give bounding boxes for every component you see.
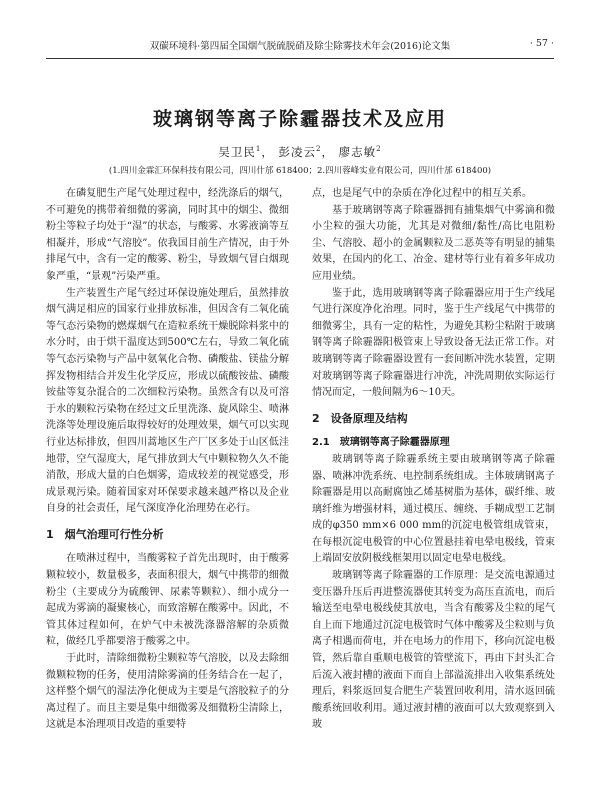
running-header bbox=[46, 38, 554, 54]
author-line: 吴卫民$^1$， 彭凌云$^2$， 廖志敏$^2$ bbox=[218, 145, 382, 159]
body-paragraph: 在磷复肥生产尾气处理过程中，经洗涤后的烟气，不可避免的携带着细微的雾滴，同时其中的烟尘、微细粉尘等粒子均处于“湿”的状态，与酸雾、水雾液滴等互相凝并，形成“气溶胶”。依我国目前生产情况，由于外排尾气中，含有一定的酸雾、粉尘，导致烟气冒白烟现象严重，“景观”污染严重。 bbox=[46, 188, 289, 282]
author: 吴卫民$^1$ bbox=[218, 145, 262, 159]
author: 廖志敏$^2$ bbox=[338, 145, 382, 159]
paper-title: 玻璃钢等离子除霾器技术及应用 bbox=[152, 108, 447, 130]
right-column bbox=[312, 186, 555, 734]
section-heading: 1 烟气治理可行性分析 bbox=[46, 527, 164, 541]
header-rule bbox=[46, 58, 554, 59]
body-paragraph: 生产装置生产尾气经过环保设施处理后，虽然排放烟气满足相应的国家行业排放标准，但因含有二氧化硫等气态污染物的燃煤烟气在造粒系统干燥脱除料浆中的水分时，由于烘干温度达到500℃左右，导致二氧化硫等气态污染物与产品中氨氧化合物、磷酸盐、镁盐分解挥发物相结合并发生化学反应，形成以硫酸铵盐、磷酸铵盐等复杂混合的二次细粒污染物。虽然含有以及可溶于水的颗粒污染物在经过文丘里洗涤、旋风除尘、喷淋洗涤等处理设施后取得较好的处理效果，烟气可以实现行业达标排放，但四川蒿地区生产厂区多处于山区低洼地带，空气湿度大，尾气排放到大气中颗粒物久久不能消散，形成大量的白色烟雾，造成较差的视觉感受，形成景观污染。随着国家对环保要求越来越严格以及企业自身的社会责任，尾气深度净化治理势在必行。 bbox=[46, 287, 289, 515]
body-paragraph: 玻璃钢等离子除霾器的工作原理：是交流电源通过变压器升压后再进整流器使其转变为高压直流电，而后输送至电晕电极线使其放电，当含有酸雾及尘粒的尾气自上而下地通过沉淀电极管时气体中酸雾及尘粒则与负离子相遇而荷电，并在电场力的作用下，移向沉淀电极管，然后靠自重顺电极管的管壁流下，再由下封头汇合后流入液封槽的液面下而自上部溢流排出入收集系统处理后，料浆返回复合肥生产装置回收利用，清水返回硫酸系统回收利用。通过液封槽的液面可以大致观察到入玻 bbox=[312, 570, 555, 731]
left-column bbox=[46, 186, 289, 734]
affiliation: (1.四川金霖汇环保科技有限公司，四川什邡 618400；2.四川蓉峰实业有限公司，四川什邡 618400) bbox=[108, 166, 492, 176]
subsection-heading: 2.1 玻璃钢等离子除霾器原理 bbox=[312, 437, 450, 449]
author: 彭凌云$^2$ bbox=[278, 145, 322, 159]
body-paragraph: 玻璃钢等离子除霾系统主要由玻璃钢等离子除霾器、喷淋冲洗系统、电控制系统组成。主体玻璃钢离子除霾器是用以高耐腐蚀乙烯基树脂为基体，碳纤维、玻璃纤维为增强材料，通过模压、缠绕、手糊成型工艺制成的φ350 mm×6 000 mm的沉淀电极管组成管束，在每根沉淀电极管的中心位置悬挂着电晕电极线，管束上端固安放阴极线框架用以固定电晕电极线。 bbox=[312, 453, 555, 565]
body-paragraph: 鉴于此，选用玻璃钢等离子除霾器应用于生产线尾气进行深度净化治理。同时，鉴于生产线尾气中携带的细微雾尘，具有一定的粘性，为避免其粉尘粘附于玻璃钢等离子除霾器阳极管束上导致设备无法正常工作。对玻璃钢等离子除霾器设置有一套间断冲洗水装置，定期对玻璃钢等离子除霾器进行冲洗，冲洗周期依实际运行情况而定，一般间隔为6～10天。 bbox=[312, 287, 555, 399]
section-heading: 2 设备原理及结构 bbox=[312, 411, 408, 425]
body-paragraph: 点，也是尾气中的杂质在净化过程中的相互关系。 bbox=[312, 188, 532, 199]
running-title: 双碳环境科·第四届全国烟气脱硫脱硝及除尘除雾技术年会(2016)论文集 bbox=[149, 41, 451, 52]
body-paragraph: 基于玻璃钢等离子除霾器拥有捕集烟气中雾滴和微小尘粒的强大功能，尤其是对微细/黏性/高比电阻粉尘、气溶胶、超小的金属颗粒及二恶英等有明显的捕集效果，在国内的化工、冶金、建材等行业有着多年成功应用业绩。 bbox=[312, 204, 555, 282]
body-paragraph: 于此时，清除细微粉尘颗粒等气溶胶，以及去除细微颗粒物的任务，使用清除雾滴的任务结合在一起了，这样整个烟气的湿法净化便成为主要是气溶胶粒子的分离过程了。而且主要是集中细微雾及细微粉尘清除上，这就是本治理项目改造的重要特 bbox=[46, 653, 289, 731]
body-paragraph: 在喷淋过程中，当酸雾粒子首先出现时，由于酸雾颗粒较小，数量极多，表面积很大，烟气中携带的细微粉尘（主要成分为硫酸钾、尿素等颗粒）、细小成分一起成为雾滴的凝聚核心，而致溶解在酸雾中。因此，不管其体过程如何，在炉气中未被洗涤器溶解的杂质微粒，做经几乎都要溶于酸雾之中。 bbox=[46, 553, 289, 648]
page-number: · 57 · bbox=[529, 38, 554, 49]
